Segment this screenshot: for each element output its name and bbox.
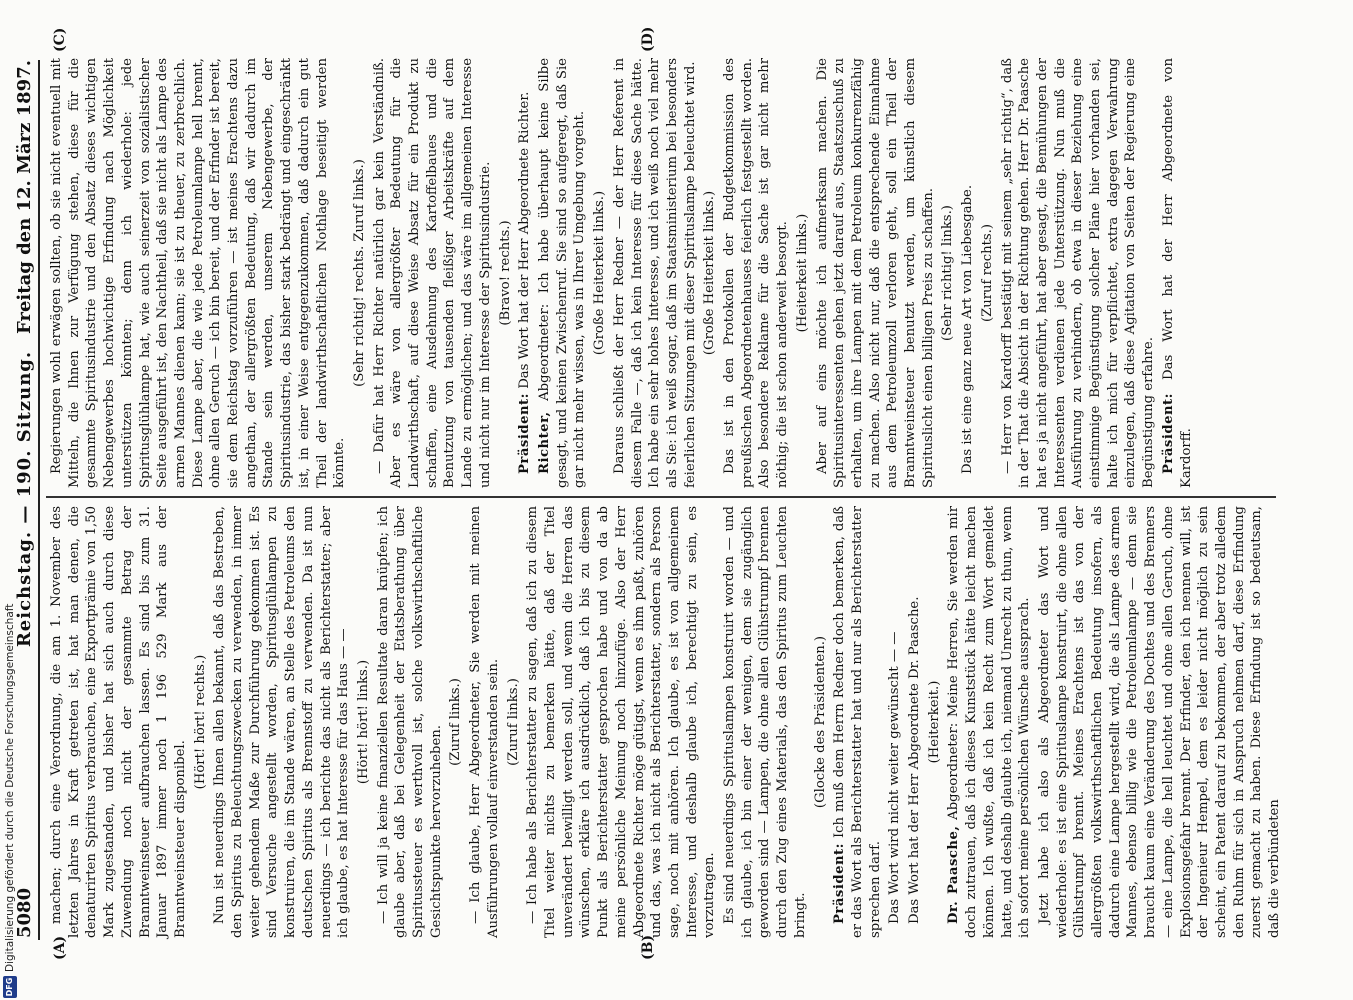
page-number: 5080 [14,887,35,938]
parliamentary-remark: (Sehr richtig! rechts. Zuruf links.) [351,159,367,387]
speech-paragraph [831,506,884,938]
speech-text: Das Wort hat der Herr Abgeordnete Richter. [517,91,533,389]
credit-text: Digitalisierung gefördert durch die Deutsche Forschungsgemeinschaft [4,603,16,972]
parliamentary-remark: (Heiterkeit.) [926,680,942,764]
parliamentary-remark: (Große Heiterkeit links.) [592,190,608,356]
running-title: Reichstag. — 190. Sitzung. [14,350,35,648]
parliamentary-remark: (Glocke des Präsidenten.) [812,635,828,809]
parliamentary-remark: (Zuruf links.) [505,678,521,766]
speech-paragraph: Aber auf eins möchte ich aufmerksam machen. Die Spiritusinteressenten gehen jetzt darauf aus, Staatszuschuß zu erhalten, um ihre Lampen mit dem Petroleum konkurrenzfähig zu machen. Also nicht nur, daß die entsprechende Einnahme aus dem Petroleumzoll verloren geht, soll ein Theil der Branntweinsteuer benutzt werden, um künstlich diesem Spirituslicht einen billigen Preis zu schaffen. [814,58,936,488]
speech-paragraph: Jetzt habe ich also als Abgeordneter das Wort und wiederhole: es ist eine Spirituslampe konstruirt, die ohne allen Glühstrumpf brennt. Meines Erachtens ist das von der allergrößten volkswirthschaftlichen Bedeutung insofern, als dadurch eine Lampe hergestellt wird, die als Lampe des armen Mannes, ebenso billig wie die Petroleumlampe — denn sie braucht kaum eine Veränderung des Dochtes und des Brenners — eine Lampe, die hell leuchtet und ohne allen Geruch, ohne Explosionsgefahr brennt. Der Erfinder, den ich nennen will, ist der Ingenieur Hempel, dem es leider nicht möglich zu sein scheint, ein Patent darauf zu bekommen, der aber trotz alledem den Ruhm für sich in Anspruch nehmen darf, diese Erfindung zuerst gemacht zu haben. Diese Erfindung ist so bedeutsam, daß die verbündeten [1036,506,1283,938]
speech-paragraph: Daraus schließt der Herr Redner — der Herr Referent in diesem Falle —, daß ich kein Interesse für diese Sache hätte. Ich habe ein sehr hohes Interesse, und ich weiß noch viel mehr als Sie: ich weiß sogar, daß im Staatsministerium bei besonders feierlichen Sitzungen mit dieser Spirituslampe beleuchtet wird. [611,58,698,488]
margin-mark-d: (D) [640,26,656,52]
right-text-column [48,58,1258,488]
speech-paragraph [1160,58,1195,488]
session-date: Freitag den 12. März 1897. [14,60,35,334]
speech-paragraph: — Ich habe als Berichterstatter zu sagen, daß ich zu diesem Titel weiter nichts zu bemerken hätte, daß der Titel unverändert bewilligt werden soll, und wenn die Herren das wünschen, erkläre ich ausdrücklich, daß ich bis zu diesem Punkt als Berichterstatter gesprochen habe und von da ab meine persönliche Meinung noch hinzufüge. Also der Herr Abgeordnete Richter möge gütigst, wenn es ihm paßt, zuhören und das, was ich nicht als Berichterstatter, sondern als Person sage, noch mit anhören. Ich glaube, es ist von allgemeinem Interesse, und deshalb glaube ich, berechtigt zu sein, es vorzutragen. [525,506,718,938]
margin-mark-a: (A) [52,935,68,960]
speech-paragraph: — Ich glaube, Herr Abgeordneter, Sie werden mit meinen Ausführungen vollauf einverstanden sein. [468,506,501,938]
left-text-column [48,505,1283,938]
speech-paragraph: Es sind neuerdings Spirituslampen konstruirt worden — und ich glaube, ich bin einer der wenigen, dem sie zugänglich geworden sind — Lampen, die ohne allen Glühstrumpf brennen durch den Zug eines Materials, das den Spiritus zum Leuchten bringt. [722,506,808,938]
speaker-name: Präsident: [517,392,533,474]
header-divider [38,60,40,940]
speaker-name: Präsident: [1160,392,1176,474]
parliamentary-remark: (Bravo! rechts.) [497,220,513,326]
parliamentary-remark: (Große Heiterkeit links.) [702,190,718,356]
parliamentary-remark: (Hört! hört! links.) [355,659,371,785]
speech-paragraph: Regierungen wohl erwägen sollten, ob sie nicht eventuell mit Mitteln, die Ihnen zur Verfügung stehen, diese für die gesammte Spiritusindustrie und den Absatz dieses wichtigen Nebengewerbes hochwichtige Erfindung nach Möglichkeit unterstützen könnten; denn ich wiederhole: jede Spiritusglühlampe hat, wie auch seinerzeit von sozialistischer Seite ausgeführt ist, den Nachtheil, daß sie nicht als Lampe des armen Mannes dienen kann; sie ist zu theuer, zu zerbrechlich. Diese Lampe aber, die wie jede Petroleumlampe hell brennt, ohne allen Geruch — ich bin bereit, und der Erfinder ist bereit, sie dem Reichstag vorzuführen — ist meines Erachtens dazu angethan, der allergrößten Bedeutung, daß wir dadurch im Stande sein werden, unserem Nebengewerbe, der Spiritusindustrie, das bisher stark bedrängt und eingeschränkt ist, in einer Weise entgegenzukommen, daß dadurch ein gut Theil der landwirthschaftlichen Nothlage beseitigt werden könnte. [49,58,348,488]
parliamentary-remark: (Sehr richtig! links.) [940,205,956,341]
speaker-name: Richter, [536,411,552,474]
speech-paragraph: — Ich will ja keine finanziellen Resultate daran knüpfen; ich glaube aber, daß bei Gelegenheit der Etatsberathung über Spiritussteuer es werthvoll ist, solche volkswirthschaftliche Gesichtspunkte hervorzuheben. [375,506,444,938]
parliamentary-remark: (Zuruf links.) [448,678,464,766]
speech-paragraph: Das ist eine ganz neue Art von Liebesgabe. [960,184,976,474]
digitization-credit [0,0,22,1000]
speech-paragraph: Das Wort hat der Herr Abgeordnete Dr. Paasche. [907,596,923,924]
speech-paragraph [516,58,534,488]
parliamentary-remark: (Heiterkeit links.) [794,213,810,333]
parliamentary-remark: (Hört! hört! rechts.) [192,654,208,790]
dfg-logo: DFG [3,976,17,998]
speech-text: Ich muß dem Herrn Redner doch bemerken, daß er das Wort als Berichterstatter hat und nur als Berichterstatter sprechen darf. [832,506,883,938]
speech-text: Abgeordneter: Meine Herren, Sie werden mir doch zutrauen, daß ich dieses Kunststück hätte leicht machen können. Ich wußte, daß ich kein Recht zum Wort gemeldet hatte, und deshalb glaubte ich, niemand Unrecht zu thun, wenn ich sofort meine persönlichen Wünsche aussprach. [946,505,1033,938]
speaker-name: Dr. Paasche, [946,825,962,924]
speech-text: Das Wort hat der Herr Abgeordnete von Kardorff. [1160,58,1194,488]
speech-paragraph: Das Wort wird nicht weiter gewünscht — — [887,631,903,924]
parliamentary-remark: (Zuruf rechts.) [979,223,995,323]
speech-paragraph [536,58,589,488]
speech-text: Abgeordneter: Ich habe überhaupt keine Silbe gesagt, und keinen Zwischenruf. Sie sind so aufgeregt, daß Sie gar nicht mehr wissen, was in Ihrer Umgebung vorgeht. [536,58,588,488]
column-divider [46,497,1276,499]
speech-paragraph: Nun ist neuerdings Ihnen allen bekannt, daß das Bestreben, den Spiritus zu Beleuchtungszwecken zu verwenden, in immer weiter gehendem Maße zur Durchführung gekommen ist. Es sind Versuche angestellt worden, Spiritusglühlampen zu konstruiren, die im Stande wären, an Stelle des Petroleums den deutschen Spiritus als Brennstoff zu verwenden. Da ist nun neuerdings — ich berichte das nicht als Berichterstatter; aber ich glaube, es hat Interesse für das Haus — — [212,506,352,938]
speech-paragraph: Das ist in den Protokollen der Budgetkommission des preußischen Abgeordnetenhauses feierlich festgestellt worden. Also besondere Reklame für die Sache ist gar nicht mehr nöthig; die ist schon anderweit besorgt. [722,58,791,488]
speech-paragraph [945,506,1034,938]
margin-mark-c: (C) [52,27,68,52]
speech-paragraph: — Herr von Kardorff bestätigt mit seinem „sehr richtig“, daß in der That die Absicht in der Richtung gehen. Herr Dr. Paasche hat es ja nicht angeführt, hat aber gesagt, die Bemühungen der Interessenten verdienen jede Unterstützung. Nun muß die Ausführung zu verhindern, ob etwa in dieser Beziehung eine einstimmige Begünstigung solcher Pläne hier vorhanden sei, halte ich mich für verpflichtet, extra dagegen Verwahrung einzulegen, daß diese Agitation von Seiten der Regierung eine Begünstigung erfahre. [999,58,1157,488]
margin-mark-b: (B) [640,934,656,960]
speaker-name: Präsident: [832,842,848,924]
speech-paragraph: — Dafür hat Herr Richter natürlich gar kein Verständniß. Aber es wäre von allergrößter Bedeutung für die Landwirthschaft, auf diese Weise Absatz für ein Produkt zu schaffen, eine Ausdehnung des Kartoffelbaues und die Benutzung von tausenden fleißiger Arbeitskräfte auf dem Lande zu ermöglichen; und das wäre im allgemeinen Interesse und nicht nur im Interesse der Spiritusindustrie. [371,58,493,488]
speech-paragraph: machen; durch eine Verordnung, die am 1. November des letzten Jahres in Kraft getreten ist, hat man denen, die denaturirten Spiritus verbrauchen, eine Exportprämie von 1,50 Mark zugestanden, und bisher hat sich auch durch diese Zuwendung noch nicht der gesammte Betrag der Branntweinsteuer aufbrauchen lassen. Es sind bis zum 31. Januar 1897 immer noch 1 196 529 Mark aus der Branntweinsteuer disponibel. [49,506,188,938]
